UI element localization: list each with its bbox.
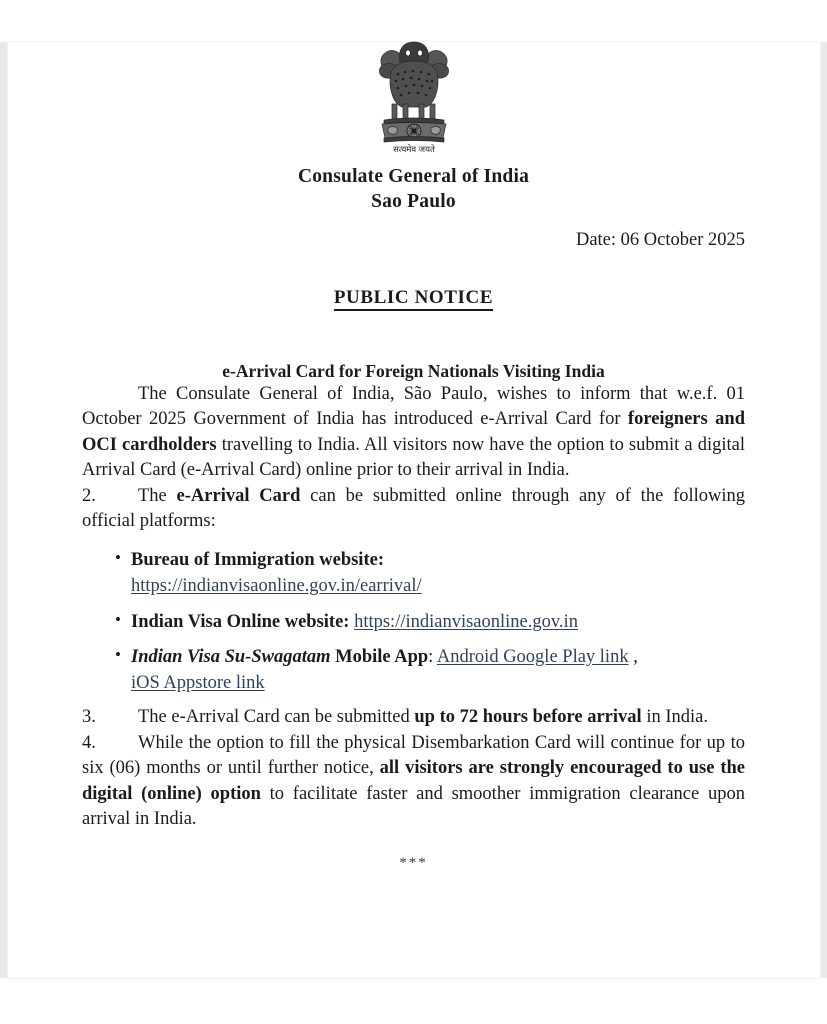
- footer-mark: ***: [399, 854, 428, 871]
- bureau-of-immigration-link[interactable]: https://indianvisaonline.gov.in/earrival/: [131, 576, 422, 597]
- paragraph-1: [82, 382, 745, 484]
- platform-label-indian-visa-online: Indian Visa Online website:: [131, 611, 350, 632]
- paragraph-2-number: 2.: [82, 485, 96, 506]
- emblem-motto-text: सत्यमेव जयते: [392, 145, 435, 154]
- list-item: [115, 547, 745, 600]
- paragraph-4-number: 4.: [82, 732, 96, 753]
- paragraph-3-text-a: The e-Arrival Card can be submitted: [138, 707, 415, 728]
- paragraph-3-text-b: in India.: [641, 707, 708, 728]
- paragraph-2-text-a: The: [138, 485, 177, 506]
- document-content: [82, 0, 745, 872]
- paragraph-1-bold-a: foreigners and OCI cardholders: [82, 409, 745, 455]
- organization-city: Sao Paulo: [371, 190, 456, 212]
- android-google-play-link[interactable]: Android Google Play link: [436, 646, 629, 667]
- indian-visa-online-link[interactable]: https://indianvisaonline.gov.in: [354, 611, 578, 632]
- paragraph-3-bold-a: up to 72 hours before arrival: [414, 707, 642, 728]
- paragraph-2-text-b: can be submitted online through any of the following official platforms:: [82, 485, 746, 532]
- page-title-text: PUBLIC NOTICE: [334, 287, 493, 311]
- list-item: [115, 609, 745, 635]
- platform-link-separator: ,: [628, 646, 638, 667]
- list-item: [115, 644, 745, 697]
- platform-list: [82, 547, 745, 696]
- platform-label-bureau: Bureau of Immigration website:: [131, 550, 384, 570]
- paragraph-2: [82, 484, 745, 535]
- paragraph-4-bold-a: all visitors are strongly encouraged to use the digital (online) option: [82, 758, 745, 804]
- paragraph-1-text-b: travelling to India. All visitors now have the option to submit a digital Arrival Card (e-Arrival Card) online prior to their arrival in India.: [82, 434, 746, 481]
- paragraph-3: [82, 705, 745, 731]
- emblem-block: [82, 0, 745, 159]
- organization-name: Consulate General of India: [297, 166, 530, 187]
- ashoka-lion-capital-emblem: [368, 36, 460, 154]
- paragraph-1-text-a: The Consulate General of India, São Paulo, wishes to inform that w.e.f. 01 October 2025 Government of India has introduced e-Arrival Card for: [82, 383, 745, 430]
- paragraph-2-bold-a: e-Arrival Card: [176, 485, 301, 506]
- page-title: [82, 287, 745, 309]
- platform-label-mobile-app: Mobile App: [335, 646, 429, 667]
- paragraph-4-text-b: to facilitate faster and smoother immigration clearance upon arrival in India.: [82, 783, 745, 830]
- notice-subject: e-Arrival Card for Foreign Nationals Visiting India: [222, 360, 605, 381]
- document-date: Date: 06 October 2025: [575, 229, 745, 250]
- platform-label-colon: :: [428, 646, 434, 667]
- paragraph-4-text-a: While the option to fill the physical Disembarkation Card will continue for up to six (06) months or until further notice,: [82, 732, 745, 779]
- platform-label-su-swagatam-italic: Indian Visa Su-Swagatam: [131, 646, 331, 667]
- paragraph-4: [82, 731, 745, 833]
- paragraph-3-number: 3.: [82, 707, 96, 728]
- ios-appstore-link[interactable]: iOS Appstore link: [131, 673, 265, 694]
